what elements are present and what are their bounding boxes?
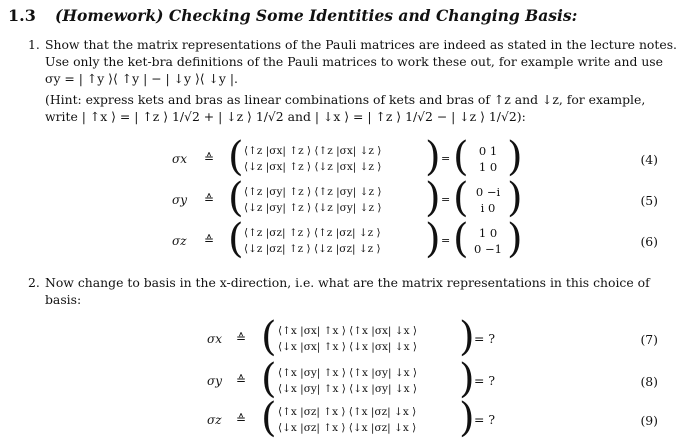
eq4-result-left-paren: (	[453, 134, 469, 180]
eq6-result-row-2: 0 −1	[474, 242, 502, 256]
eq8-right-paren: )	[459, 356, 475, 402]
eq7-left-paren: (	[261, 314, 277, 360]
eq9-symbol: σz	[207, 413, 222, 427]
eq6-result-right-paren: )	[507, 216, 523, 262]
eq7-symbol: σx	[207, 332, 222, 346]
eq9-matrix-row-1: ⟨↑x |σz| ↑x ⟩ ⟨↑x |σz| ↓x ⟩	[278, 406, 417, 418]
eq4-result-right-paren: )	[507, 134, 523, 180]
eq9-unknown: = ?	[474, 412, 495, 427]
eq6-matrix-row-1: ⟨↑z |σz| ↑z ⟩ ⟨↑z |σz| ↓z ⟩	[244, 227, 381, 239]
eq4-relation: ≙	[204, 151, 215, 165]
eq6-relation: ≙	[204, 233, 215, 247]
eq9-relation: ≙	[236, 412, 247, 426]
eq5-matrix-row-2: ⟨↓z |σy| ↑z ⟩ ⟨↓z |σy| ↓z ⟩	[244, 202, 382, 214]
eq9-right-paren: )	[459, 395, 475, 441]
eq9-label: (9)	[640, 413, 658, 428]
eq4-equals: =	[441, 152, 451, 165]
eq6-right-paren: )	[425, 216, 441, 262]
eq7-matrix-row-1: ⟨↑x |σx| ↑x ⟩ ⟨↑x |σx| ↓x ⟩	[278, 325, 417, 337]
eq5-left-paren: (	[228, 175, 244, 221]
eq9-left-paren: (	[261, 395, 277, 441]
eq6-result-row-1: 1 0	[478, 226, 498, 240]
eq4-left-paren: (	[228, 134, 244, 180]
eq5-equals: =	[441, 193, 451, 206]
eq8-symbol: σy	[207, 374, 222, 388]
eq5-result-row-1: 0 −i	[475, 185, 501, 199]
eq6-left-paren: (	[228, 216, 244, 262]
problem-1-number: 1.	[28, 37, 40, 52]
eq5-matrix-row-1: ⟨↑z |σy| ↑z ⟩ ⟨↑z |σy| ↓z ⟩	[244, 186, 382, 198]
problem-1-hint-line-2: write | ↑x ⟩ = | ↑z ⟩ 1/√2 + | ↓z ⟩ 1/√2 and | ↓x ⟩ = | ↑z ⟩ 1/√2 − | ↓z ⟩ 1/√2):	[45, 109, 526, 124]
eq6-equals: =	[441, 234, 451, 247]
eq6-result-left-paren: (	[453, 216, 469, 262]
eq6-label: (6)	[640, 234, 658, 249]
eq8-left-paren: (	[261, 356, 277, 402]
section-title: (Homework) Checking Some Identities and Changing Basis:	[55, 6, 578, 25]
eq4-right-paren: )	[425, 134, 441, 180]
eq6-symbol: σz	[172, 234, 187, 248]
eq5-symbol: σy	[172, 193, 187, 207]
problem-2-number: 2.	[28, 275, 40, 290]
eq5-label: (5)	[640, 193, 658, 208]
section-number: 1.3	[8, 6, 36, 25]
eq4-symbol: σx	[172, 152, 187, 166]
eq8-relation: ≙	[236, 373, 247, 387]
eq9-matrix-row-2: ⟨↓x |σz| ↑x ⟩ ⟨↓x |σz| ↓x ⟩	[278, 422, 417, 434]
eq4-matrix-row-1: ⟨↑z |σx| ↑z ⟩ ⟨↑z |σx| ↓z ⟩	[244, 145, 382, 157]
problem-1-line-2: Use only the ket-bra definitions of the Pauli matrices to work these out, for example write and use	[45, 54, 663, 69]
eq5-result-row-2: i 0	[480, 201, 496, 215]
eq4-result-row-1: 0 1	[478, 144, 498, 158]
problem-2-line-2: basis:	[45, 292, 82, 307]
problem-1-line-1: Show that the matrix representations of the Pauli matrices are indeed as stated in the lecture notes.	[45, 37, 677, 52]
eq8-unknown: = ?	[474, 373, 495, 388]
eq7-unknown: = ?	[474, 331, 495, 346]
eq6-matrix-row-2: ⟨↓z |σz| ↑z ⟩ ⟨↓z |σz| ↓z ⟩	[244, 243, 381, 255]
eq4-result-row-2: 1 0	[478, 160, 498, 174]
eq5-right-paren: )	[425, 175, 441, 221]
eq7-matrix-row-2: ⟨↓x |σx| ↑x ⟩ ⟨↓x |σx| ↓x ⟩	[278, 341, 417, 353]
eq5-result-right-paren: )	[507, 175, 523, 221]
problem-1-hint-line-1: (Hint: express kets and bras as linear combinations of kets and bras of ↑z and ↓z, for example,	[45, 92, 646, 107]
eq8-label: (8)	[640, 374, 658, 389]
problem-2-line-1: Now change to basis in the x-direction, i.e. what are the matrix representations in this choice of	[45, 275, 650, 290]
eq5-result-left-paren: (	[453, 175, 469, 221]
eq7-relation: ≙	[236, 331, 247, 345]
eq8-matrix-row-1: ⟨↑x |σy| ↑x ⟩ ⟨↑x |σy| ↓x ⟩	[278, 367, 417, 379]
problem-1-line-3: σy = | ↑y ⟩⟨ ↑y | − | ↓y ⟩⟨ ↓y |.	[45, 71, 238, 86]
eq5-relation: ≙	[204, 192, 215, 206]
eq7-right-paren: )	[459, 314, 475, 360]
eq4-label: (4)	[640, 152, 658, 167]
eq8-matrix-row-2: ⟨↓x |σy| ↑x ⟩ ⟨↓x |σy| ↓x ⟩	[278, 383, 417, 395]
eq7-label: (7)	[640, 332, 658, 347]
eq4-matrix-row-2: ⟨↓z |σx| ↑z ⟩ ⟨↓z |σx| ↓z ⟩	[244, 161, 382, 173]
